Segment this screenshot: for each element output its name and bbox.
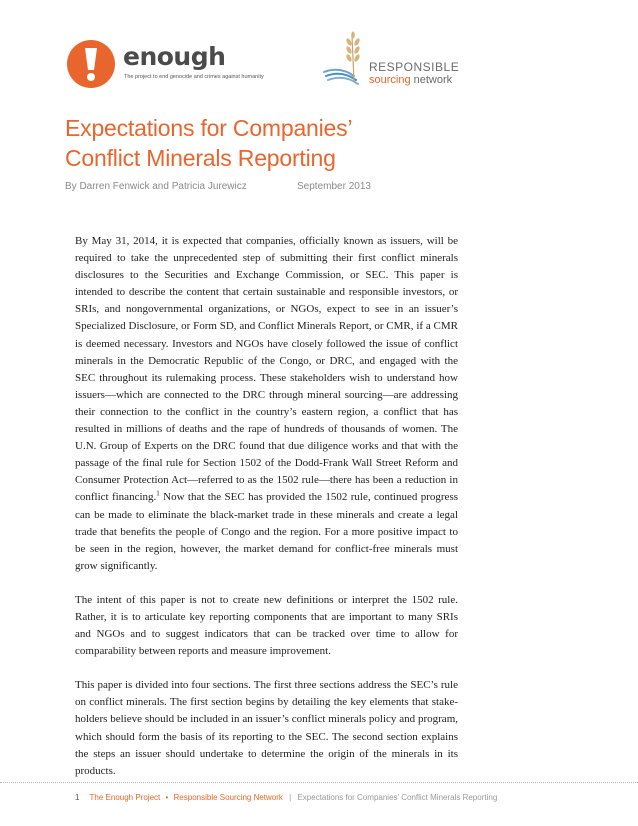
byline: By Darren Fenwick and Patricia Jurewicz [65, 181, 247, 192]
page-footer [75, 793, 497, 802]
title-line-1: Expectations for Companies’ [65, 115, 353, 141]
rsn-logo-sourcing: sourcing [369, 74, 411, 86]
enough-tagline: The project to end genocide and crimes against humanity [124, 74, 264, 80]
publication-date: September 2013 [297, 181, 371, 192]
page-number: 1 [75, 793, 80, 802]
wheat-icon [322, 30, 368, 92]
enough-wordmark: enough [123, 42, 226, 71]
footer-org-enough: The Enough Project [89, 793, 161, 802]
footer-org-rsn: Responsible Sourcing Network [173, 793, 283, 802]
footer-separator: | [289, 793, 292, 802]
rsn-logo-line2 [369, 74, 452, 86]
footer-bullet: • [165, 793, 169, 802]
title-line-2: Conflict Minerals Reporting [65, 145, 336, 171]
paragraph-3: This paper is divided into four sections. The first three sections address the SEC’s rule on conflict minerals. The first section begins by detailing the key elements that stake-holders believe should be included in an issuer’s conflict minerals policy and program, which should form the basis of its reporting to the SEC. The second section explains the steps an issuer should undertake to determine the origin of the minerals in its products. [75, 679, 458, 777]
enough-logo [67, 40, 277, 92]
rsn-logo-line1: RESPONSIBLE [369, 60, 460, 74]
paragraph-1-text: By May 31, 2014, it is expected that companies, officially known as issuers, will be required to take the unprecedented step of submitting their first conflict minerals disclosures to the Securities and Exchange Commission, or SEC. This paper is intended to describe the content that certain sustainable and responsible investors, or SRIs, and nongovernmental organizations, or NGOs, expect to see in an issuer’s Specialized Disclosure, or Form SD, and Conflict Minerals Report, or CMR, if a CMR is deemed necessary. Investors and NGOs have closely followed the issue of conflict minerals in the Democratic Republic of the Congo, or DRC, and engaged with the SEC throughout its rulemaking process. These stakeholders wish to understand how issuers—which are connected to the DRC through mineral sourcing—are addressing their connection to the conflict in the country’s eastern region, a conflict that has resulted in millions of deaths and the rape of hundreds of thousands of women. The U.N. Group of Experts on the DRC found that due diligence works and that with the passage of the final rule for Section 1502 of the Dodd-Frank Wall Street Reform and Consumer Protection Act—referred to as the 1502 rule—there has been a reduction in conflict financing. [75, 235, 458, 504]
footer-doc-title: Expectations for Companies’ Conflict Minerals Reporting [297, 793, 498, 802]
exclamation-icon [67, 40, 115, 88]
rsn-logo-network: network [413, 74, 453, 86]
paragraph-1-tail: Now that the SEC has provided the 1502 rule, continued progress can be made to eliminate the black-market trade in these minerals and create a legal trade that benefits the people of Congo and the region. For a more positive impact to be seen in the region, however, the market demand for conflict-free minerals must grow significantly. [75, 491, 459, 572]
paragraph-1 [75, 233, 458, 575]
paragraph-2: The intent of this paper is not to create new definitions or interpret the 1502 rule. Rather, it is to articulate key reporting components that are important to many SRIs and NGOs and to suggest indicators that can be tracked over time to allow for comparability between reports and measure improvement. [75, 593, 458, 658]
footnote-marker[interactable]: 1 [156, 489, 160, 498]
body-text [75, 233, 458, 797]
document-title [65, 113, 352, 173]
rsn-logo [322, 30, 482, 92]
footer-divider [0, 782, 638, 783]
